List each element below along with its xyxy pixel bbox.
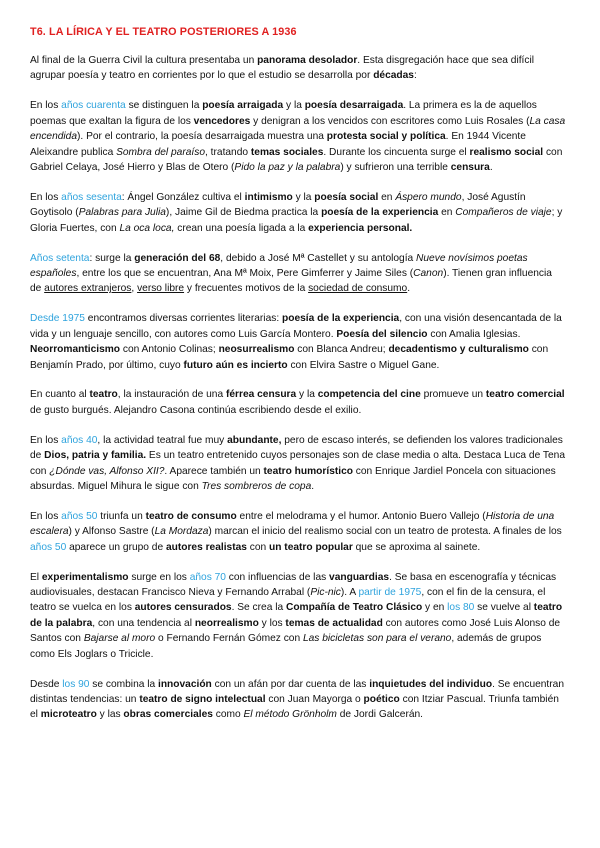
bold-term: teatro comercial (485, 389, 565, 401)
underlined-term: autores extranjeros (44, 283, 132, 295)
text-run: . Esta disgregación hace que sea difícil agrupar poesía y teatro en corrientes por lo que el estudio se desarrolla por (30, 55, 534, 82)
text-run: pero de escaso interés, se defienden los valores tradicionales de (30, 434, 563, 462)
text-run: que se aproxima al sainete. (352, 541, 481, 553)
text-run: En cuanto al (30, 389, 90, 401)
text-run: con Juan Mayorga o (265, 693, 364, 705)
bold-term: teatro (89, 389, 118, 401)
text-run: y frecuentes motivos de la (184, 283, 309, 295)
paragraph (30, 251, 566, 297)
text-run: encontramos diversas corrientes literarias: (84, 313, 282, 325)
bold-term: Dios, patria y familia. (44, 450, 147, 462)
bold-term: teatro humorístico (263, 465, 353, 477)
text-run: con influencias de las (225, 571, 330, 583)
bold-term: Compañía de Teatro Clásico (285, 602, 423, 614)
bold-term: obras comerciales (123, 709, 213, 721)
text-run: se distinguen la (125, 100, 203, 112)
text-run: , tratando (205, 146, 251, 158)
work-title: Pido la paz y la palabra (234, 161, 341, 173)
text-run: de gusto burgués. Alejandro Casona continúa escribiendo desde el exilio. (30, 404, 362, 416)
text-run: con Antonio Colinas; (120, 344, 219, 356)
work-title: Tres sombreros de copa (201, 480, 312, 492)
text-run: . Aparece también un (164, 465, 264, 477)
text-run: . En 1944 Vicente Aleixandre publica (30, 131, 526, 158)
bold-term: decadentismo y culturalismo (388, 344, 529, 356)
text-run: con un afán por dar cuenta de las (211, 678, 370, 690)
text-run: con Benjamín Prado, por último, cuyo (30, 344, 549, 371)
work-title: La Mordaza (154, 526, 209, 538)
bold-term: neorrealismo (194, 617, 259, 629)
bold-term: autores censurados (134, 602, 232, 614)
text-run: , José Agustín Goytisolo ( (30, 191, 526, 219)
text-run: con Itziar Pascual. Triunfa también el (30, 693, 559, 721)
work-title: Compañeros de viaje (455, 207, 552, 219)
bold-term: temas sociales (250, 146, 324, 158)
bold-term: experiencia personal. (308, 222, 413, 234)
paragraph (30, 433, 566, 495)
text-run: ). Por el contrario, la poesía desarraigada muestra una (77, 131, 327, 143)
text-run: En los (30, 191, 62, 203)
work-title: Historia de una escalera (30, 510, 555, 538)
bold-term: teatro de consumo (145, 510, 237, 522)
paragraph (30, 53, 566, 84)
text-run: . Se crea la (231, 602, 286, 614)
text-run: . (311, 480, 315, 492)
bold-term: poesía arraigada (202, 100, 284, 112)
text-run: ) y sufrieron una terrible (340, 161, 451, 173)
bold-term: poético (363, 693, 400, 705)
text-run: , con una tendencia al (92, 617, 195, 629)
paragraph (30, 98, 566, 175)
bold-term: censura (450, 161, 490, 173)
text-run: o Fernando Fernán Gómez con (155, 633, 303, 645)
text-run: . (489, 161, 493, 173)
bold-term: un teatro popular (269, 541, 353, 553)
period-label: años 50 (30, 541, 67, 553)
bold-term: vanguardias (329, 571, 390, 583)
period-label: años cuarenta (61, 100, 126, 112)
text-run: triunfa un (97, 510, 146, 522)
text-run: ; y Gloria Fuertes, con (30, 207, 563, 234)
bold-term: teatro de la palabra (30, 602, 563, 629)
bold-term: protesta social y política (326, 131, 446, 143)
text-run: ) marcan el inicio del realismo social con un teatro de protesta. A finales de los (208, 526, 562, 538)
text-run: , debido a José Mª Castellet y su antología (220, 252, 417, 264)
text-run: crean una poesía ligada a la (174, 222, 309, 234)
text-run: , la instauración de una (117, 389, 226, 401)
work-title: La casa encendida (30, 115, 566, 143)
paragraph (30, 509, 566, 555)
text-run: ) y Alfonso Sastre ( (68, 526, 155, 538)
bold-term: generación del 68 (134, 252, 221, 264)
bold-term: Poesía del silencio (336, 328, 428, 340)
bold-term: futuro aún es incierto (183, 359, 288, 371)
text-run: con (246, 541, 270, 553)
bold-term: poesía desarraigada (304, 100, 404, 112)
bold-term: neosurrealismo (218, 344, 295, 356)
text-run: y las (96, 709, 124, 721)
text-run: y denigran a los vencidos con escritores como Luis Rosales ( (250, 115, 530, 127)
bold-term: teatro de signo intelectual (139, 693, 266, 705)
text-run: en (438, 207, 456, 219)
period-label: los 90 (62, 678, 90, 690)
work-title: Canon (413, 267, 444, 279)
text-run: aparece un grupo de (66, 541, 166, 553)
text-run: , (131, 283, 138, 295)
bold-term: abundante, (227, 434, 282, 446)
text-run: . Durante los cincuenta surge el (323, 146, 470, 158)
text-run: y en (422, 602, 448, 614)
text-run: En los (30, 100, 62, 112)
period-label: años 70 (189, 571, 226, 583)
text-run: se vuelve al (474, 602, 534, 614)
text-run: y los (258, 617, 286, 629)
bold-term: competencia del cine (317, 389, 421, 401)
underlined-term: verso libre (137, 283, 185, 295)
work-title: Las bicicletas son para el verano (302, 633, 452, 645)
paragraph (30, 190, 566, 236)
bold-term: intimismo (244, 191, 293, 203)
text-run: se combina la (89, 678, 158, 690)
text-run: con Enrique Jardiel Poncela con situaciones absurdas. Miguel Mihura le sigue con (30, 465, 556, 492)
text-run: con Elvira Sastre o Miguel Gane. (287, 359, 440, 371)
text-run: promueve un (420, 389, 486, 401)
text-run: , además de grupos como Els Joglars o Tricicle. (30, 633, 542, 660)
work-title: Pic-nic (310, 586, 341, 598)
text-run: El (30, 571, 42, 583)
text-run: con Gabriel Celaya, José Hierro y Blas de Otero ( (30, 146, 563, 173)
bold-term: innovación (158, 678, 212, 690)
period-label: los 80 (447, 602, 475, 614)
work-title: Bajarse al moro (83, 633, 156, 645)
text-run: Es un teatro entretenido cuyos personajes son de clase media o alta. Destaca Luca de Tena con (30, 450, 565, 477)
bold-term: inquietudes del individuo (369, 678, 493, 690)
work-title: Palabras para Julia (78, 207, 166, 219)
work-title: Áspero mundo (395, 191, 462, 203)
page-title: T6. LA LÍRICA Y EL TEATRO POSTERIORES A 1936 (30, 26, 297, 38)
bold-term: férrea censura (225, 389, 297, 401)
text-run: entre el melodrama y el humor. Antonio Buero Vallejo ( (236, 510, 486, 522)
text-run: : surge la (89, 252, 135, 264)
period-label: Desde 1975 (30, 313, 85, 325)
text-run: Al final de la Guerra Civil la cultura presentaba un (30, 55, 258, 66)
text-run: , entre los que se encuentran, Ana Mª Moix, Pere Gimferrer y Jaime Siles ( (76, 267, 414, 279)
text-run: . (407, 283, 411, 295)
bold-term: realismo social (469, 146, 544, 158)
text-run: y la (296, 389, 318, 401)
text-run: y la (292, 191, 315, 203)
text-run: Desde (30, 678, 63, 690)
paragraph (30, 387, 566, 418)
bold-term: panorama desolador (257, 55, 358, 66)
text-run: . Se basa en escenografía y técnicas audiovisuales, destacan Francisco Nieva y Fernando Arrabal ( (30, 571, 557, 598)
text-run: con Blanca Andreu; (294, 344, 389, 356)
bold-term: Neorromanticismo (30, 344, 121, 356)
period-label: años sesenta (61, 191, 122, 203)
text-run: con autores como José Luis Alonso de Santos con (30, 617, 561, 645)
bold-term: vencedores (193, 115, 251, 127)
text-run: : Ángel González cultiva el (121, 191, 245, 203)
bold-term: microteatro (40, 709, 97, 721)
work-title: Nueve novísimos poetas españoles (30, 252, 528, 279)
work-title: Sombra del paraíso (116, 146, 206, 158)
text-run: . La primera es la de aquellos poemas que exaltan la figura de los (30, 100, 537, 127)
period-label: años 40 (61, 434, 98, 446)
text-run: ), Jaime Gil de Biedma practica la (165, 207, 322, 219)
work-title: ¿Dónde vas, Alfonso XII? (49, 465, 165, 477)
underlined-term: sociedad de consumo (308, 283, 408, 295)
text-run: y la (283, 100, 305, 112)
text-run: , con una visión desencantada de la vida y un lenguaje sencillo, con autores como Luis García Montero. (30, 313, 562, 340)
text-run: En los (30, 510, 62, 522)
text-run: con Amalia Iglesias. (427, 328, 521, 340)
period-label: Años setenta (30, 252, 90, 264)
bold-term: poesía social (314, 191, 379, 203)
text-run: surge en los (128, 571, 190, 583)
text-run: en (378, 191, 396, 203)
text-run: , con el fin de la censura, el teatro se vuelca en los (30, 586, 546, 614)
text-run: , la actividad teatral fue muy (97, 434, 228, 446)
text-run: ). Tienen gran influencia de (30, 267, 552, 295)
text-run: En los (30, 434, 62, 446)
period-label: años 50 (61, 510, 98, 522)
paragraph (30, 311, 566, 373)
bold-term: poesía de la experiencia (282, 313, 400, 325)
bold-term: temas de actualidad (285, 617, 383, 629)
text-run: : (413, 70, 417, 82)
text-run: de Jordi Galcerán. (336, 709, 423, 721)
bold-term: experimentalismo (41, 571, 129, 583)
text-run: como (212, 709, 244, 721)
paragraph (30, 677, 566, 723)
text-run: ). A (340, 586, 359, 598)
bold-term: poesía de la experiencia (321, 207, 439, 219)
period-label: partir de 1975 (358, 586, 422, 598)
bold-term: autores realistas (165, 541, 247, 553)
paragraph (30, 570, 566, 662)
work-title: La oca loca, (119, 222, 175, 234)
bold-term: décadas (373, 70, 414, 82)
document-body (30, 53, 566, 723)
text-run: . Se encuentran distintas tendencias: un (30, 678, 564, 705)
work-title: El método Grönholm (243, 709, 337, 721)
